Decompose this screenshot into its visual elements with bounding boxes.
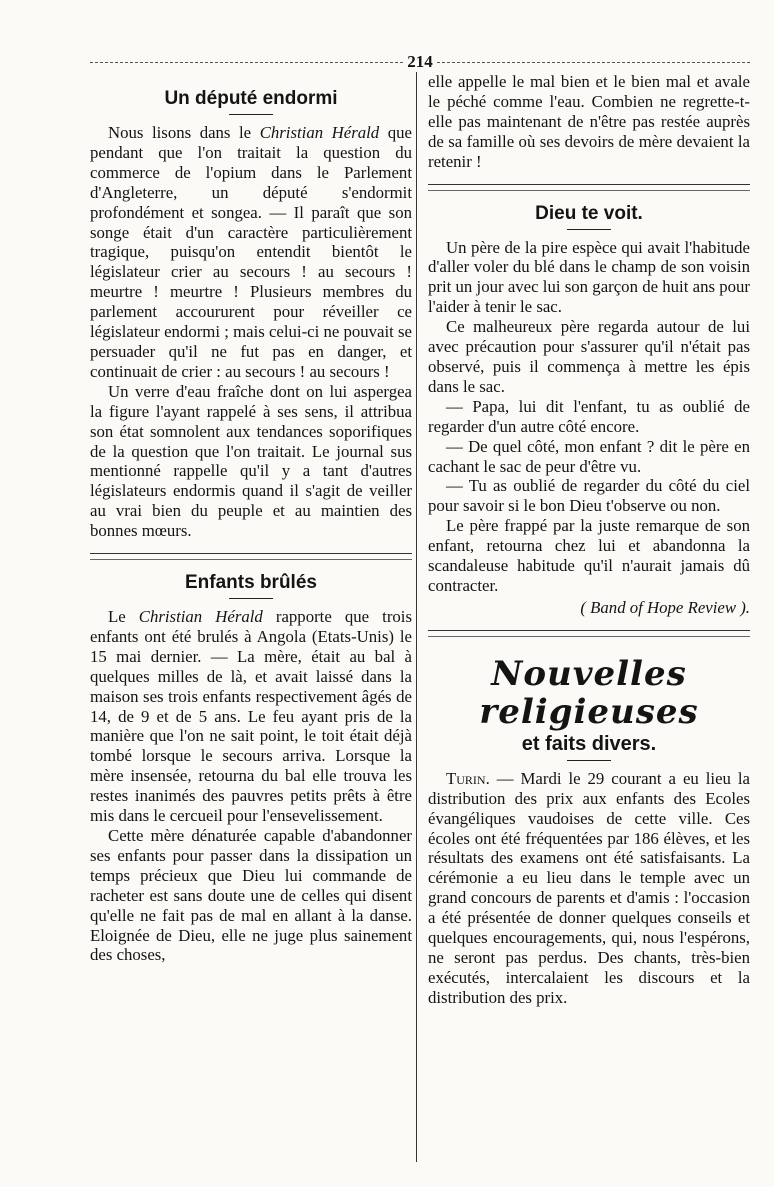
article-paragraph: — Tu as oublié de regarder du côté du ciel pour savoir si le bon Dieu t'observe ou non. [428, 476, 750, 516]
article-title: Dieu te voit. [535, 202, 643, 224]
text-run: Le [108, 607, 139, 627]
article-source: ( Band of Hope Review ). [580, 597, 750, 617]
article-separator [90, 553, 412, 560]
article-enfants-brules [90, 572, 412, 965]
header-rule-right [437, 62, 750, 63]
text-run: que pendant que l'on traitait la question du commerce de l'opium dans le Parlement d'Angleterre, un député s'endormit profondément et songea. — Il paraît que son songe était d'un caractère particulièrement tragique, puisqu'on entendit bientôt le législateur crier au secours ! au secours ! meurtre ! meurtre ! Plusieurs membres du parlement accoururent pour réveiller ce législateur endormi ; mais celui-ci ne pouvait se persuader qu'il ne fut pas en danger, et continuait de crier : au secours ! au secours ! [90, 123, 413, 381]
article-paragraph: Un père de la pire espèce qui avait l'habitude d'aller voler du blé dans le champ de son voisin prit un jour avec lui son garçon de huit ans pour l'aider à tenir le sac. [428, 237, 750, 317]
title-dash [229, 114, 273, 115]
article-depute-endormi [90, 88, 412, 541]
title-dash [567, 760, 611, 761]
article-paragraph [90, 123, 412, 382]
article-title: Enfants brûlés [185, 572, 317, 594]
title-dash [229, 598, 273, 599]
section-separator [428, 630, 750, 637]
left-column [90, 76, 412, 965]
section-subtitle: et faits divers. [521, 732, 657, 755]
news-dateline: Turin. [446, 768, 490, 788]
page-number: 214 [407, 52, 433, 71]
section-nouvelles [428, 655, 750, 1008]
text-run: — Mardi le 29 courant a eu lieu la distribution des prix aux enfants des Ecoles évangéliques vaudoises de cette ville. Ces écoles ont été fréquentées par 186 élèves, et les résultats des examens ont été satisfaisants. La cérémonie a eu lieu dans le temple avec un grand concours de parents et d'amis : l'occasion a été présentée de donner quelques conseils et quelques encouragements, qui, nous l'espérons, ne seront pas perdus. Des chants, très-bien exécutés, intercalaient les discours et la distribution des prix. [428, 768, 750, 1007]
article-continuation: elle appelle le mal bien et le bien mal et avale le péché comme l'eau. Combien ne regrette-t-elle pas maintenant de n'être pas restée auprès de sa famille où ses devoirs de mère devaient la retenir ! [428, 72, 750, 171]
column-divider [416, 72, 417, 1162]
title-dash [567, 229, 611, 230]
article-title: Un député endormi [164, 88, 338, 109]
article-paragraph: Le père frappé par la juste remarque de son enfant, retourna chez lui et abandonna la scandaleuse habitude qu'il n'aurait jamais dû contracter. [428, 516, 750, 595]
article-paragraph: — De quel côté, mon enfant ? dit le père en cachant le sac de peur d'être vu. [428, 436, 750, 476]
text-run: Nous lisons dans le [108, 123, 260, 142]
article-paragraph: Ce malheureux père regarda autour de lui avec précaution pour s'assurer qu'il n'était pas observé, puis il commença à mettre les épis dans le sac. [428, 317, 750, 396]
news-paragraph [428, 769, 750, 1008]
journal-name: Christian Hérald [259, 123, 380, 142]
article-paragraph: Cette mère dénaturée capable d'abandonner ses enfants pour passer dans la dissipation un temps précieux que Dieu lui commande de racheter est sans doute une de celles qui disent qu'elle ne fait pas de mal en allant à la danse. Eloignée de Dieu, elle ne juge plus sainement des choses, [90, 826, 412, 965]
article-paragraph [90, 607, 412, 826]
right-column [428, 72, 750, 1008]
journal-name: Christian Hérald [138, 607, 263, 627]
article-paragraph: Un verre d'eau fraîche dont on lui aspergea la figure l'ayant rappelé à ses sens, il attribua son état somnolent aux tendances soporifiques de la question que l'on traitait. Le journal sus mentionné rappelle qu'il y a tant d'autres législateurs endormis quand il s'agit de veiller au vrai bien du peuple et au maintien des bonnes mœurs. [90, 381, 412, 541]
header-rule-left [90, 62, 403, 63]
article-separator [428, 184, 750, 191]
article-paragraph: — Papa, lui dit l'enfant, tu as oublié de regarder d'un autre côté encore. [428, 396, 750, 436]
section-title: Nouvelles religieuses [479, 653, 699, 732]
text-run: rapporte que trois enfants ont été brulés à Angola (Etats-Unis) le 15 mai dernier. — La mère, était au bal à quelques milles de là, et avait laissé dans la maison ses trois enfants respectivement âgés de 14, de 9 et de 5 ans. Le feu ayant pris de la manière que l'on ne sait point, le toit était déjà tombé lorsque le secours arriva. Lorsque la mère insensée, retourna du bal elle trouva les restes inanimés des pauvres petits prêts à être mis dans le cercueil pour l'ensevelissement. [90, 607, 412, 826]
page-header [90, 52, 750, 72]
article-dieu-te-voit [428, 203, 750, 618]
